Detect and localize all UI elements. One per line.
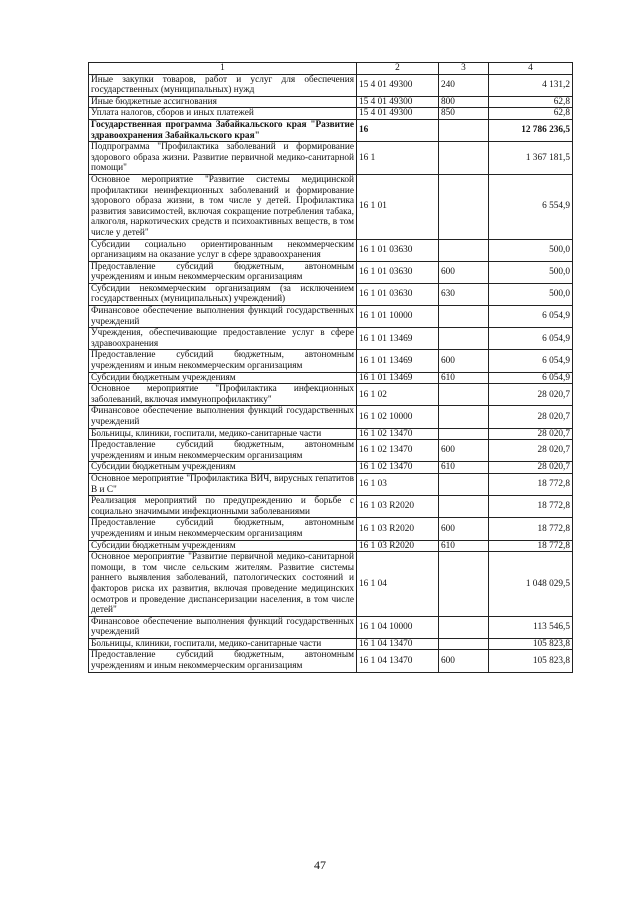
table-row (89, 328, 573, 350)
vr-cell: 600 (439, 261, 489, 283)
table-row (89, 283, 573, 305)
code-cell: 16 1 01 13469 (357, 328, 439, 350)
code-cell: 16 1 03 R2020 (357, 540, 439, 552)
vr-cell (439, 174, 489, 239)
vr-cell (439, 384, 489, 406)
vr-cell (439, 552, 489, 617)
code-cell: 16 1 04 13470 (357, 638, 439, 650)
sum-cell: 500,0 (489, 261, 573, 283)
sum-cell: 6 054,9 (489, 372, 573, 384)
header-col-vr: 3 (439, 63, 489, 75)
code-cell: 16 1 01 (357, 174, 439, 239)
table-row (89, 142, 573, 175)
sum-cell: 28 020,7 (489, 428, 573, 440)
code-cell: 16 1 02 13470 (357, 440, 439, 462)
sum-cell: 1 048 029,5 (489, 552, 573, 617)
table-row (89, 384, 573, 406)
table-row (89, 350, 573, 372)
code-cell: 15 4 01 49300 (357, 74, 439, 96)
name-cell: Подпрограмма "Профилактика заболеваний и формирование здорового образа жизни. Развитие первичной медико-санитарной помощи" (89, 142, 357, 175)
table-row (89, 261, 573, 283)
sum-cell: 18 772,8 (489, 518, 573, 540)
table-row (89, 108, 573, 120)
sum-cell: 6 054,9 (489, 328, 573, 350)
name-cell: Финансовое обеспечение выполнения функций государственных учреждений (89, 406, 357, 428)
table-row (89, 650, 573, 672)
table-row (89, 638, 573, 650)
code-cell: 16 1 01 03630 (357, 283, 439, 305)
code-cell: 16 1 02 (357, 384, 439, 406)
table-row (89, 552, 573, 617)
sum-cell: 12 786 236,5 (489, 119, 573, 141)
vr-cell (439, 496, 489, 518)
name-cell: Предоставление субсидий бюджетным, автономным учреждениям и иным некоммерческим организациям (89, 440, 357, 462)
code-cell: 16 1 03 R2020 (357, 518, 439, 540)
name-cell: Иные закупки товаров, работ и услуг для обеспечения государственных (муниципальных) нужд (89, 74, 357, 96)
vr-cell: 850 (439, 108, 489, 120)
sum-cell: 28 020,7 (489, 406, 573, 428)
name-cell: Предоставление субсидий бюджетным, автономным учреждениям и иным некоммерческим организациям (89, 261, 357, 283)
table-row (89, 540, 573, 552)
sum-cell: 18 772,8 (489, 496, 573, 518)
vr-cell (439, 616, 489, 638)
vr-cell: 610 (439, 540, 489, 552)
name-cell: Финансовое обеспечение выполнения функций государственных учреждений (89, 616, 357, 638)
table-row (89, 174, 573, 239)
code-cell: 16 1 01 03630 (357, 239, 439, 261)
sum-cell: 1 367 181,5 (489, 142, 573, 175)
code-cell: 16 1 01 03630 (357, 261, 439, 283)
table-row (89, 372, 573, 384)
budget-table (88, 62, 573, 673)
vr-cell (439, 638, 489, 650)
vr-cell: 600 (439, 350, 489, 372)
sum-cell: 105 823,8 (489, 650, 573, 672)
vr-cell: 800 (439, 96, 489, 108)
vr-cell: 240 (439, 74, 489, 96)
vr-cell: 600 (439, 650, 489, 672)
name-cell: Предоставление субсидий бюджетным, автономным учреждениям и иным некоммерческим организациям (89, 518, 357, 540)
code-cell: 16 1 01 13469 (357, 372, 439, 384)
table-body (89, 63, 573, 673)
table-row (89, 518, 573, 540)
header-col-name: 1 (89, 63, 357, 75)
table-row (89, 239, 573, 261)
table-row (89, 473, 573, 495)
vr-cell (439, 306, 489, 328)
name-cell: Предоставление субсидий бюджетным, автономным учреждениям и иным некоммерческим организациям (89, 650, 357, 672)
vr-cell (439, 406, 489, 428)
table-header-row (89, 63, 573, 75)
vr-cell (439, 239, 489, 261)
name-cell: Субсидии социально ориентированным некоммерческим организациям на оказание услуг в сфере здравоохранения (89, 239, 357, 261)
code-cell: 16 1 (357, 142, 439, 175)
vr-cell (439, 428, 489, 440)
name-cell: Основное мероприятие "Развитие первичной медико-санитарной помощи, в том числе сельским жителям. Развитие системы раннего выявления заболеваний, патологических состояний и факторов риска их развития, включая проведение медицинских осмотров и проведение диспансеризации населения, в том числе детей" (89, 552, 357, 617)
table-row (89, 462, 573, 474)
name-cell: Субсидии бюджетным учреждениям (89, 372, 357, 384)
code-cell: 16 1 02 13470 (357, 428, 439, 440)
table-row (89, 428, 573, 440)
name-cell: Реализация мероприятий по предупреждению и борьбе с социально значимыми инфекционными заболеваниями (89, 496, 357, 518)
name-cell: Государственная программа Забайкальского края "Развитие здравоохранения Забайкальского края" (89, 119, 357, 141)
code-cell: 16 1 02 10000 (357, 406, 439, 428)
sum-cell: 500,0 (489, 239, 573, 261)
vr-cell: 630 (439, 283, 489, 305)
table-row (89, 496, 573, 518)
name-cell: Основное мероприятие "Профилактика инфекционных заболеваний, включая иммунопрофилактику" (89, 384, 357, 406)
name-cell: Учреждения, обеспечивающие предоставление услуг в сфере здравоохранения (89, 328, 357, 350)
name-cell: Основное мероприятие "Профилактика ВИЧ, вирусных гепатитов В и С" (89, 473, 357, 495)
vr-cell (439, 119, 489, 141)
sum-cell: 113 546,5 (489, 616, 573, 638)
name-cell: Основное мероприятие "Развитие системы медицинской профилактики неинфекционных заболеваний и формирование здорового образа жизни, в том числе у детей. Профилактика развития зависимостей, включая сокращение потребления табака, алкоголя, наркотических средств и психоактивных веществ, в том числе у детей" (89, 174, 357, 239)
vr-cell: 610 (439, 372, 489, 384)
name-cell: Финансовое обеспечение выполнения функций государственных учреждений (89, 306, 357, 328)
name-cell: Субсидии бюджетным учреждениям (89, 462, 357, 474)
vr-cell: 600 (439, 518, 489, 540)
code-cell: 16 1 02 13470 (357, 462, 439, 474)
sum-cell: 62,8 (489, 108, 573, 120)
table-row (89, 306, 573, 328)
page-number: 47 (314, 858, 326, 872)
sum-cell: 105 823,8 (489, 638, 573, 650)
table-row (89, 96, 573, 108)
sum-cell: 28 020,7 (489, 440, 573, 462)
code-cell: 16 1 01 10000 (357, 306, 439, 328)
sum-cell: 6 054,9 (489, 350, 573, 372)
table-row (89, 440, 573, 462)
code-cell: 16 1 03 R2020 (357, 496, 439, 518)
sum-cell: 4 131,2 (489, 74, 573, 96)
table-row (89, 406, 573, 428)
vr-cell: 600 (439, 440, 489, 462)
sum-cell: 28 020,7 (489, 384, 573, 406)
header-col-sum: 4 (489, 63, 573, 75)
code-cell: 16 (357, 119, 439, 141)
sum-cell: 62,8 (489, 96, 573, 108)
name-cell: Больницы, клиники, госпитали, медико-санитарные части (89, 638, 357, 650)
header-col-code: 2 (357, 63, 439, 75)
name-cell: Больницы, клиники, госпитали, медико-санитарные части (89, 428, 357, 440)
vr-cell: 610 (439, 462, 489, 474)
table-row (89, 616, 573, 638)
name-cell: Уплата налогов, сборов и иных платежей (89, 108, 357, 120)
vr-cell (439, 328, 489, 350)
vr-cell (439, 473, 489, 495)
code-cell: 16 1 01 13469 (357, 350, 439, 372)
table-row (89, 74, 573, 96)
code-cell: 15 4 01 49300 (357, 96, 439, 108)
code-cell: 16 1 04 (357, 552, 439, 617)
table-row (89, 119, 573, 141)
vr-cell (439, 142, 489, 175)
sum-cell: 6 054,9 (489, 306, 573, 328)
name-cell: Субсидии некоммерческим организациям (за исключением государственных (муниципальных) учреждений) (89, 283, 357, 305)
code-cell: 16 1 03 (357, 473, 439, 495)
sum-cell: 500,0 (489, 283, 573, 305)
code-cell: 16 1 04 13470 (357, 650, 439, 672)
name-cell: Иные бюджетные ассигнования (89, 96, 357, 108)
code-cell: 16 1 04 10000 (357, 616, 439, 638)
sum-cell: 28 020,7 (489, 462, 573, 474)
sum-cell: 6 554,9 (489, 174, 573, 239)
name-cell: Субсидии бюджетным учреждениям (89, 540, 357, 552)
name-cell: Предоставление субсидий бюджетным, автономным учреждениям и иным некоммерческим организациям (89, 350, 357, 372)
sum-cell: 18 772,8 (489, 473, 573, 495)
sum-cell: 18 772,8 (489, 540, 573, 552)
code-cell: 15 4 01 49300 (357, 108, 439, 120)
